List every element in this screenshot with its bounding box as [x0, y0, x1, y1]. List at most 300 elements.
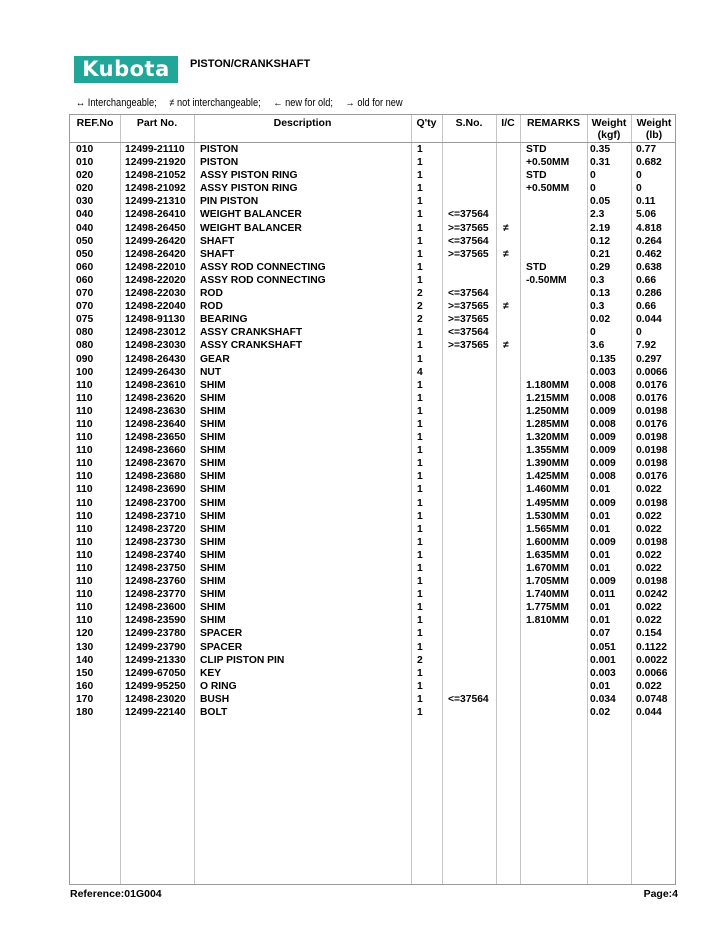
cell-weight-kgf: 0.009 — [590, 536, 616, 548]
cell-description: SHIM — [200, 392, 226, 404]
cell-description: SHIM — [200, 576, 226, 588]
cell-remarks: 1.740MM — [526, 589, 569, 601]
cell-quantity: 1 — [417, 693, 423, 705]
cell-weight-lb: 7.92 — [636, 340, 657, 352]
cell-weight-kgf: 0.051 — [590, 641, 616, 653]
cell-description: CLIP PISTON PIN — [200, 654, 285, 666]
cell-quantity: 1 — [417, 432, 423, 444]
cell-part-no: 12498-22030 — [125, 288, 186, 300]
cell-quantity: 1 — [417, 405, 423, 417]
cell-quantity: 1 — [417, 209, 423, 221]
cell-part-no: 12498-23630 — [125, 405, 186, 417]
cell-weight-kgf: 0.009 — [590, 458, 616, 470]
cell-part-no: 12499-21330 — [125, 654, 186, 666]
cell-weight-lb: 0.022 — [636, 615, 662, 627]
cell-remarks: 1.425MM — [526, 471, 569, 483]
cell-weight-lb: 0 — [636, 170, 642, 182]
cell-part-no: 12498-23600 — [125, 602, 186, 614]
cell-interchange: ≠ — [503, 222, 509, 234]
cell-remarks: 1.495MM — [526, 497, 569, 509]
cell-description: BOLT — [200, 707, 228, 719]
cell-remarks: +0.50MM — [526, 157, 570, 169]
cell-remarks: 1.215MM — [526, 392, 569, 404]
cell-remarks: 1.810MM — [526, 615, 569, 627]
cell-weight-lb: 0.022 — [636, 680, 662, 692]
cell-description: SHIM — [200, 405, 226, 417]
cell-remarks: 1.390MM — [526, 458, 569, 470]
cell-part-no: 12498-23760 — [125, 576, 186, 588]
cell-ref-no: 040 — [76, 209, 94, 221]
cell-weight-lb: 0.286 — [636, 288, 662, 300]
cell-description: BEARING — [200, 314, 248, 326]
table-row — [70, 444, 675, 457]
cell-quantity: 1 — [417, 641, 423, 653]
cell-quantity: 4 — [417, 366, 423, 378]
cell-interchange: ≠ — [503, 340, 509, 352]
table-row — [70, 470, 675, 483]
cell-interchange: ≠ — [503, 301, 509, 313]
cell-quantity: 1 — [417, 157, 423, 169]
cell-weight-kgf: 0.05 — [590, 196, 611, 208]
cell-description: WEIGHT BALANCER — [200, 222, 302, 234]
cell-quantity: 1 — [417, 576, 423, 588]
cell-weight-lb: 0.022 — [636, 563, 662, 574]
cell-remarks: 1.600MM — [526, 536, 569, 548]
cell-part-no: 12498-91130 — [125, 314, 186, 326]
cell-remarks: 1.635MM — [526, 549, 569, 561]
cell-weight-kgf: 0.01 — [590, 549, 611, 561]
cell-description: O RING — [200, 680, 237, 692]
cell-remarks: 1.670MM — [526, 563, 569, 574]
cell-weight-lb: 0.0198 — [636, 458, 668, 470]
cell-ref-no: 110 — [76, 510, 93, 522]
cell-weight-kgf: 0.01 — [590, 510, 611, 522]
cell-part-no: 12498-23720 — [125, 523, 186, 535]
cell-part-no: 12499-67050 — [125, 667, 186, 679]
cell-weight-lb: 0.638 — [636, 261, 662, 273]
cell-ref-no: 110 — [76, 576, 93, 588]
cell-ref-no: 160 — [76, 680, 94, 692]
cell-weight-kgf: 0.3 — [590, 301, 605, 313]
cell-weight-lb: 0.0198 — [636, 536, 668, 548]
cell-part-no: 12498-23670 — [125, 458, 186, 470]
cell-quantity: 1 — [417, 510, 423, 522]
cell-ref-no: 130 — [76, 641, 94, 653]
cell-ref-no: 110 — [76, 602, 93, 614]
cell-remarks: +0.50MM — [526, 183, 570, 195]
cell-serial-no: <=37564 — [448, 288, 489, 300]
table-row — [70, 667, 675, 680]
cell-part-no: 12498-23730 — [125, 536, 186, 548]
cell-ref-no: 010 — [76, 144, 94, 155]
cell-weight-lb: 0.022 — [636, 549, 662, 561]
table-row — [70, 706, 675, 719]
cell-weight-kgf: 2.19 — [590, 222, 611, 234]
cell-weight-lb: 0.0176 — [636, 392, 668, 404]
cell-weight-lb: 0.66 — [636, 301, 657, 313]
cell-weight-kgf: 0.009 — [590, 405, 616, 417]
table-row — [70, 235, 675, 248]
cell-description: NUT — [200, 366, 222, 378]
cell-ref-no: 150 — [76, 667, 94, 679]
header-description: Description — [273, 117, 332, 129]
cell-description: SHIM — [200, 615, 226, 627]
cell-description: SHIM — [200, 549, 226, 561]
table-row — [70, 261, 675, 274]
cell-part-no: 12498-21052 — [125, 170, 186, 182]
cell-weight-lb: 0.297 — [636, 353, 662, 365]
cell-weight-lb: 0.022 — [636, 523, 662, 535]
cell-ref-no: 090 — [76, 353, 94, 365]
header-part-no: Part No. — [136, 117, 178, 129]
cell-ref-no: 110 — [76, 563, 93, 574]
cell-ref-no: 100 — [76, 366, 94, 378]
cell-part-no: 12499-23780 — [125, 628, 186, 640]
header-serial-no: S.No. — [455, 117, 483, 129]
cell-ref-no: 060 — [76, 274, 94, 286]
cell-ref-no: 110 — [76, 405, 93, 417]
table-row — [70, 353, 675, 366]
cell-remarks: -0.50MM — [526, 274, 567, 286]
cell-description: ROD — [200, 301, 223, 313]
cell-remarks: 1.180MM — [526, 379, 569, 391]
cell-part-no: 12499-26420 — [125, 235, 186, 247]
cell-weight-kgf: 0.35 — [590, 144, 611, 155]
cell-weight-kgf: 0.3 — [590, 274, 605, 286]
cell-part-no: 12498-23740 — [125, 549, 186, 561]
legend-new-for-old: ← new for old; — [273, 97, 333, 109]
cell-remarks: STD — [526, 144, 547, 155]
cell-weight-kgf: 0.034 — [590, 693, 616, 705]
table-row — [70, 287, 675, 300]
cell-remarks: 1.320MM — [526, 432, 569, 444]
table-row — [70, 562, 675, 575]
cell-description: ASSY CRANKSHAFT — [200, 340, 303, 352]
cell-description: PISTON — [200, 157, 239, 169]
cell-description: SHIM — [200, 536, 226, 548]
cell-remarks: STD — [526, 170, 547, 182]
cell-weight-kgf: 3.6 — [590, 340, 605, 352]
header-ref-no: REF.No — [76, 117, 114, 129]
cell-weight-kgf: 0.01 — [590, 563, 611, 574]
table-row — [70, 143, 675, 156]
cell-weight-lb: 0.154 — [636, 628, 662, 640]
cell-part-no: 12498-23610 — [125, 379, 186, 391]
cell-quantity: 1 — [417, 680, 423, 692]
table-row — [70, 588, 675, 601]
legend-interchangeable: ↔ Interchangeable; — [76, 97, 157, 109]
cell-quantity: 1 — [417, 667, 423, 679]
cell-quantity: 1 — [417, 235, 423, 247]
cell-ref-no: 040 — [76, 222, 94, 234]
cell-weight-lb: 0.0066 — [636, 366, 668, 378]
cell-weight-lb: 0 — [636, 327, 642, 339]
cell-weight-kgf: 0.009 — [590, 432, 616, 444]
kubota-logo: Kubota — [74, 56, 178, 83]
cell-weight-kgf: 0.12 — [590, 235, 611, 247]
cell-ref-no: 020 — [76, 183, 94, 195]
cell-weight-kgf: 0.01 — [590, 602, 611, 614]
cell-quantity: 1 — [417, 170, 423, 182]
cell-weight-lb: 0.0176 — [636, 379, 668, 391]
interchangeability-legend — [76, 97, 413, 109]
cell-ref-no: 110 — [76, 497, 93, 509]
cell-description: SHIM — [200, 497, 226, 509]
cell-weight-kgf: 0.003 — [590, 366, 616, 378]
cell-weight-lb: 0.462 — [636, 248, 662, 260]
cell-description: ASSY CRANKSHAFT — [200, 327, 303, 339]
cell-weight-kgf: 0.001 — [590, 654, 616, 666]
cell-part-no: 12498-23680 — [125, 471, 186, 483]
table-row — [70, 195, 675, 208]
cell-weight-lb: 0.0198 — [636, 405, 668, 417]
table-row — [70, 418, 675, 431]
cell-description: SHIM — [200, 589, 226, 601]
cell-description: GEAR — [200, 353, 230, 365]
cell-description: SPACER — [200, 641, 243, 653]
cell-ref-no: 020 — [76, 170, 94, 182]
cell-serial-no: >=37565 — [448, 301, 489, 313]
cell-serial-no: <=37564 — [448, 693, 489, 705]
cell-description: PISTON — [200, 144, 239, 155]
cell-weight-lb: 0.0198 — [636, 497, 668, 509]
cell-quantity: 1 — [417, 707, 423, 719]
table-row — [70, 182, 675, 195]
table-row — [70, 457, 675, 470]
cell-weight-lb: 0.0022 — [636, 654, 668, 666]
cell-description: KEY — [200, 667, 222, 679]
reference-code: Reference:01G004 — [70, 888, 162, 900]
cell-description: ASSY PISTON RING — [200, 170, 298, 182]
legend-not-interchangeable: ≠ not interchangeable; — [169, 97, 261, 109]
cell-description: SHIM — [200, 523, 226, 535]
cell-quantity: 2 — [417, 301, 423, 313]
cell-quantity: 1 — [417, 602, 423, 614]
cell-quantity: 1 — [417, 549, 423, 561]
table-row — [70, 614, 675, 627]
cell-weight-kgf: 0.008 — [590, 392, 616, 404]
cell-ref-no: 070 — [76, 301, 94, 313]
cell-part-no: 12498-22020 — [125, 274, 186, 286]
header-interchange: I/C — [501, 117, 515, 129]
cell-weight-kgf: 0.135 — [590, 353, 616, 365]
table-row — [70, 156, 675, 169]
table-row — [70, 208, 675, 221]
cell-quantity: 1 — [417, 248, 423, 260]
cell-remarks: 1.775MM — [526, 602, 569, 614]
cell-part-no: 12499-21110 — [125, 144, 185, 155]
page-title: PISTON/CRANKSHAFT — [190, 58, 311, 70]
table-row — [70, 366, 675, 379]
cell-remarks: 1.250MM — [526, 405, 569, 417]
cell-quantity: 1 — [417, 379, 423, 391]
cell-part-no: 12499-23790 — [125, 641, 186, 653]
header-remarks: REMARKS — [526, 117, 581, 129]
table-row — [70, 693, 675, 706]
cell-ref-no: 110 — [76, 379, 93, 391]
cell-ref-no: 080 — [76, 327, 94, 339]
cell-quantity: 2 — [417, 288, 423, 300]
cell-weight-lb: 0.0176 — [636, 418, 668, 430]
cell-part-no: 12498-23690 — [125, 484, 186, 496]
table-row — [70, 300, 675, 313]
cell-remarks: 1.565MM — [526, 523, 569, 535]
cell-weight-kgf: 0.003 — [590, 667, 616, 679]
cell-quantity: 1 — [417, 327, 423, 339]
cell-weight-kgf: 0.01 — [590, 680, 611, 692]
cell-ref-no: 075 — [76, 314, 94, 326]
cell-description: SHIM — [200, 379, 226, 391]
cell-part-no: 12498-22040 — [125, 301, 186, 313]
cell-part-no: 12498-23650 — [125, 432, 186, 444]
cell-weight-lb: 0.044 — [636, 707, 662, 719]
table-row — [70, 536, 675, 549]
cell-weight-kgf: 0.008 — [590, 379, 616, 391]
cell-part-no: 12498-26410 — [125, 209, 186, 221]
cell-ref-no: 010 — [76, 157, 94, 169]
cell-quantity: 1 — [417, 418, 423, 430]
table-row — [70, 641, 675, 654]
cell-weight-lb: 0.044 — [636, 314, 662, 326]
table-body — [70, 143, 675, 719]
cell-part-no: 12498-23640 — [125, 418, 186, 430]
cell-remarks: 1.460MM — [526, 484, 569, 496]
table-row — [70, 222, 675, 235]
cell-part-no: 12499-22140 — [125, 707, 186, 719]
cell-ref-no: 110 — [76, 445, 93, 457]
cell-description: SPACER — [200, 628, 243, 640]
cell-quantity: 1 — [417, 563, 423, 574]
cell-weight-lb: 5.06 — [636, 209, 657, 221]
cell-quantity: 1 — [417, 445, 423, 457]
cell-part-no: 12499-21310 — [125, 196, 186, 208]
cell-weight-kgf: 0.01 — [590, 484, 611, 496]
cell-weight-lb: 0.0066 — [636, 667, 668, 679]
cell-description: SHIM — [200, 602, 226, 614]
cell-ref-no: 050 — [76, 248, 94, 260]
cell-part-no: 12498-23750 — [125, 563, 186, 574]
cell-weight-kgf: 0.02 — [590, 314, 611, 326]
cell-ref-no: 110 — [76, 458, 93, 470]
cell-remarks: 1.285MM — [526, 418, 569, 430]
cell-quantity: 1 — [417, 471, 423, 483]
table-row — [70, 654, 675, 667]
cell-weight-lb: 4.818 — [636, 222, 662, 234]
cell-weight-lb: 0.0242 — [636, 589, 668, 601]
cell-remarks: 1.705MM — [526, 576, 569, 588]
header-weight-lb: Weight (lb) — [636, 117, 672, 141]
cell-ref-no: 110 — [76, 589, 93, 601]
cell-weight-kgf: 0.01 — [590, 615, 611, 627]
cell-quantity: 1 — [417, 458, 423, 470]
cell-part-no: 12498-26420 — [125, 248, 186, 260]
cell-part-no: 12498-23660 — [125, 445, 186, 457]
cell-ref-no: 170 — [76, 693, 94, 705]
table-row — [70, 431, 675, 444]
cell-description: ASSY PISTON RING — [200, 183, 298, 195]
cell-quantity: 1 — [417, 340, 423, 352]
cell-part-no: 12498-23020 — [125, 693, 186, 705]
cell-ref-no: 070 — [76, 288, 94, 300]
cell-part-no: 12498-23700 — [125, 497, 186, 509]
cell-serial-no: <=37564 — [448, 327, 489, 339]
cell-weight-kgf: 2.3 — [590, 209, 605, 221]
cell-description: SHIM — [200, 432, 226, 444]
cell-description: PIN PISTON — [200, 196, 259, 208]
cell-ref-no: 080 — [76, 340, 94, 352]
cell-weight-lb: 0.1122 — [636, 641, 667, 653]
cell-weight-lb: 0.022 — [636, 484, 662, 496]
cell-weight-lb: 0.0198 — [636, 445, 668, 457]
table-row — [70, 601, 675, 614]
cell-ref-no: 120 — [76, 628, 94, 640]
cell-weight-lb: 0.264 — [636, 235, 662, 247]
cell-weight-lb: 0.022 — [636, 602, 662, 614]
cell-description: SHIM — [200, 563, 226, 574]
cell-ref-no: 060 — [76, 261, 94, 273]
cell-quantity: 1 — [417, 615, 423, 627]
cell-quantity: 2 — [417, 314, 423, 326]
legend-old-for-new: → old for new — [345, 97, 403, 109]
cell-weight-kgf: 0.02 — [590, 707, 611, 719]
cell-description: SHIM — [200, 484, 226, 496]
cell-part-no: 12498-23770 — [125, 589, 186, 601]
cell-quantity: 1 — [417, 183, 423, 195]
cell-part-no: 12499-95250 — [125, 680, 186, 692]
cell-weight-lb: 0.11 — [636, 196, 656, 208]
table-row — [70, 339, 675, 352]
cell-quantity: 1 — [417, 261, 423, 273]
cell-weight-kgf: 0.13 — [590, 288, 611, 300]
table-row — [70, 510, 675, 523]
table-row — [70, 379, 675, 392]
cell-description: BUSH — [200, 693, 230, 705]
cell-weight-lb: 0.66 — [636, 274, 657, 286]
cell-weight-kgf: 0.29 — [590, 261, 611, 273]
cell-serial-no: <=37564 — [448, 235, 489, 247]
cell-weight-kgf: 0.008 — [590, 418, 616, 430]
cell-serial-no: >=37565 — [448, 314, 489, 326]
table-row — [70, 169, 675, 182]
cell-weight-lb: 0.0198 — [636, 432, 668, 444]
cell-weight-lb: 0.022 — [636, 510, 662, 522]
cell-weight-kgf: 0.009 — [590, 576, 616, 588]
cell-ref-no: 030 — [76, 196, 94, 208]
cell-quantity: 1 — [417, 353, 423, 365]
cell-part-no: 12498-26450 — [125, 222, 186, 234]
cell-description: SHIM — [200, 445, 226, 457]
table-row — [70, 483, 675, 496]
cell-quantity: 1 — [417, 484, 423, 496]
cell-weight-kgf: 0.31 — [590, 157, 611, 169]
cell-ref-no: 110 — [76, 484, 93, 496]
cell-weight-kgf: 0.011 — [590, 589, 616, 601]
cell-quantity: 1 — [417, 196, 423, 208]
cell-description: SHIM — [200, 471, 226, 483]
cell-part-no: 12498-21092 — [125, 183, 186, 195]
cell-weight-lb: 0.0748 — [636, 693, 668, 705]
cell-serial-no: >=37565 — [448, 222, 489, 234]
table-row — [70, 523, 675, 536]
cell-quantity: 1 — [417, 144, 423, 155]
cell-description: SHAFT — [200, 248, 235, 260]
cell-quantity: 1 — [417, 628, 423, 640]
cell-ref-no: 110 — [76, 536, 93, 548]
table-row — [70, 575, 675, 588]
table-row — [70, 549, 675, 562]
page-number: Page:4 — [643, 888, 678, 900]
cell-quantity: 1 — [417, 392, 423, 404]
